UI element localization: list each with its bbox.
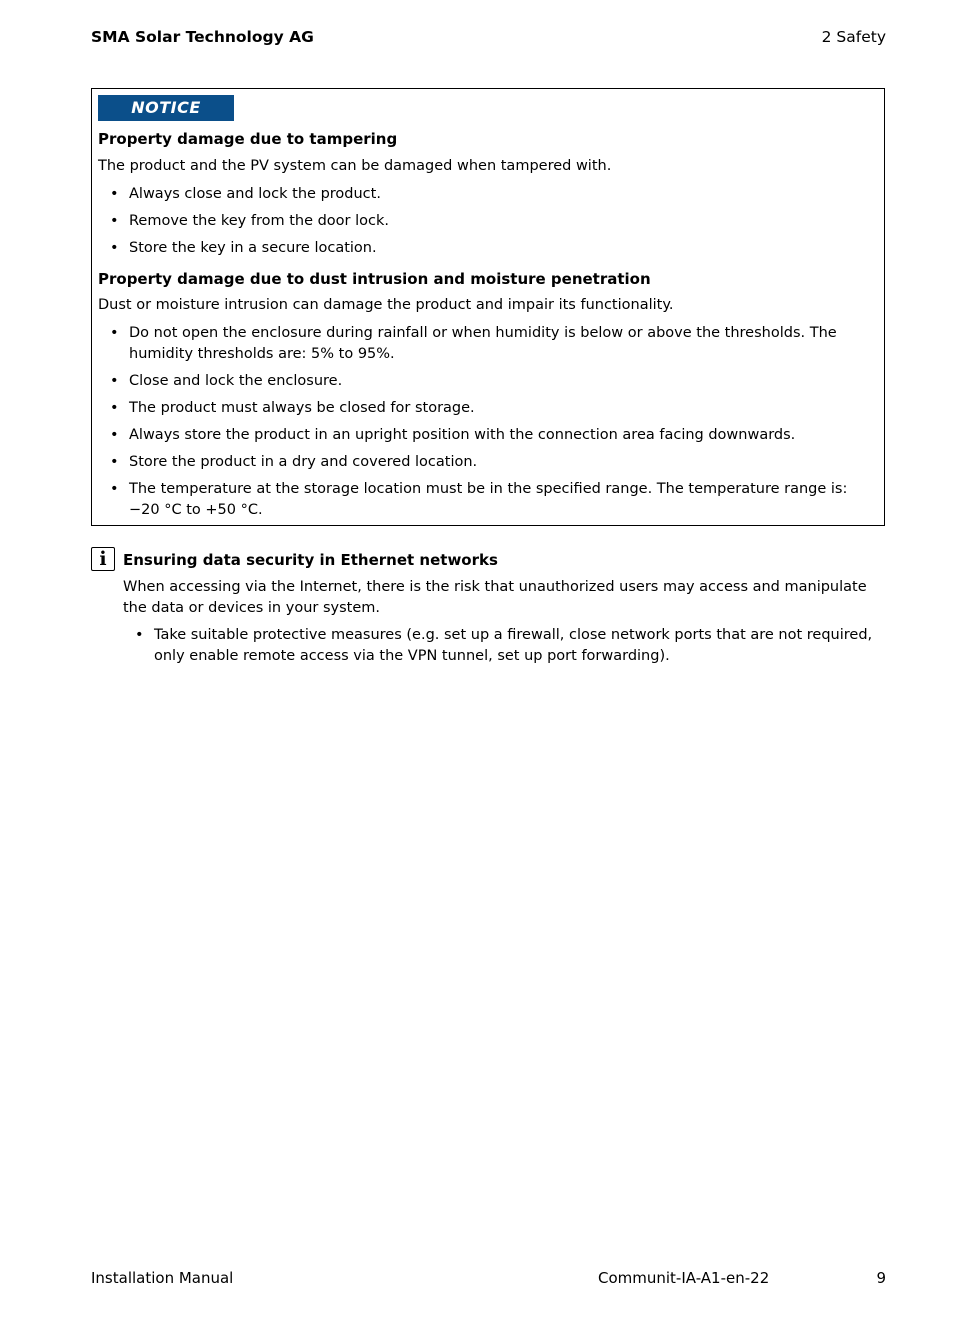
footer-manual: Installation Manual (91, 1269, 234, 1287)
notice-box (91, 88, 885, 526)
info-bullets (123, 625, 885, 667)
list-item: • Remove the key from the door lock. (98, 211, 868, 232)
list-item: • Always close and lock the product. (98, 184, 868, 205)
tampering-bullets (98, 184, 868, 265)
list-item: • Do not open the enclosure during rainfall or when humidity is below or above the thresholds. The humidity thresholds are: 5% to 95%. (98, 323, 868, 365)
info-text: When accessing via the Internet, there is the risk that unauthorized users may access and manipulate the data or devices in your system. (123, 579, 867, 616)
tampering-text: The product and the PV system can be damaged when tampered with. (98, 158, 612, 174)
list-item: • Take suitable protective measures (e.g. set up a firewall, close network ports that are not required, only enable remote access via the VPN tunnel, set up port forwarding). (123, 625, 885, 667)
dust-text: Dust or moisture intrusion can damage the product and impair its functionality. (98, 297, 674, 313)
list-item: • Store the key in a secure location. (98, 238, 868, 259)
footer-doc-code: Communit-IA-A1-en-22 (598, 1269, 770, 1287)
info-title: Ensuring data security in Ethernet networks (123, 551, 498, 569)
list-item: • The product must always be closed for storage. (98, 398, 868, 419)
dust-title: Property damage due to dust intrusion and moisture penetration (98, 270, 651, 288)
list-item: • Close and lock the enclosure. (98, 371, 868, 392)
list-item: • Always store the product in an upright position with the connection area facing downwards. (98, 425, 868, 446)
header-section: 2 Safety (821, 28, 886, 46)
page-number: 9 (876, 1269, 886, 1287)
notice-label: NOTICE (98, 95, 234, 121)
dust-bullets (98, 323, 868, 527)
info-icon: i (91, 547, 115, 571)
list-item: • The temperature at the storage location must be in the specified range. The temperature range is: −20 °C to +50 °C. (98, 479, 868, 521)
tampering-title: Property damage due to tampering (98, 130, 398, 148)
header-company: SMA Solar Technology AG (91, 28, 314, 46)
list-item: • Store the product in a dry and covered location. (98, 452, 868, 473)
